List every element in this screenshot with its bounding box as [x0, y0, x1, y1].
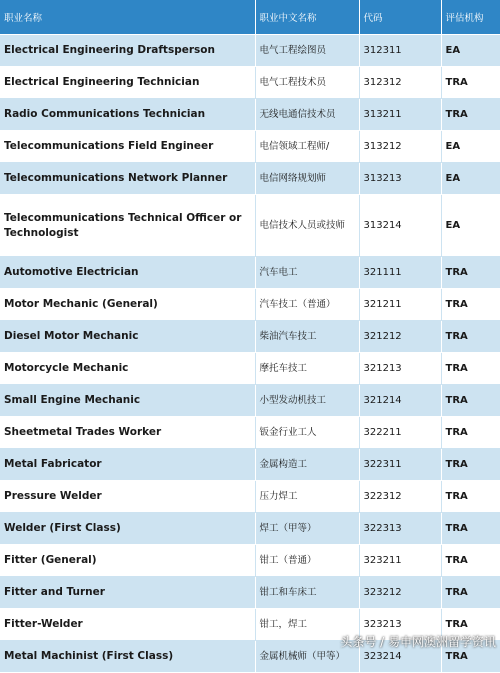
chinese-name-cell: 电气工程绘图员 — [255, 35, 359, 67]
code-cell: 312312 — [359, 67, 441, 99]
chinese-name-cell: 金属构造工 — [255, 449, 359, 481]
code-cell: 322211 — [359, 417, 441, 449]
code-cell: 313213 — [359, 163, 441, 195]
table-row — [0, 353, 500, 385]
header-occupation-name: 职业名称 — [0, 0, 255, 35]
table-row — [0, 289, 500, 321]
chinese-name-cell: 电信领域工程师/ — [255, 131, 359, 163]
table-row — [0, 545, 500, 577]
chinese-name-cell: 钳工和车床工 — [255, 577, 359, 609]
chinese-name-cell: 汽车技工（普通） — [255, 289, 359, 321]
occupation-name-cell: Diesel Motor Mechanic — [0, 321, 255, 353]
occupation-name-cell: Motorcycle Mechanic — [0, 353, 255, 385]
table-row — [0, 99, 500, 131]
table-row — [0, 321, 500, 353]
chinese-name-cell: 钳工（普通） — [255, 545, 359, 577]
code-cell: 321211 — [359, 289, 441, 321]
watermark-text: 头条号 / 易申网澳洲留学资讯 — [340, 635, 496, 649]
occupation-name-cell: Fitter-Welder — [0, 609, 255, 641]
code-cell: 313214 — [359, 195, 441, 257]
code-cell: 313211 — [359, 99, 441, 131]
code-cell: 323211 — [359, 545, 441, 577]
assessing-authority-cell: EA — [441, 35, 500, 67]
code-cell: 321111 — [359, 257, 441, 289]
chinese-name-cell: 汽车电工 — [255, 257, 359, 289]
occupation-name-cell: Welder (First Class) — [0, 513, 255, 545]
code-cell: 322311 — [359, 449, 441, 481]
chinese-name-cell: 柴油汽车技工 — [255, 321, 359, 353]
table-row — [0, 67, 500, 99]
chinese-name-cell: 压力焊工 — [255, 481, 359, 513]
assessing-authority-cell: EA — [441, 131, 500, 163]
table-row — [0, 385, 500, 417]
chinese-name-cell: 电信技术人员或技师 — [255, 195, 359, 257]
assessing-authority-cell: TRA — [441, 609, 500, 641]
occupation-name-cell: Metal Fabricator — [0, 449, 255, 481]
chinese-name-cell: 电信网络规划师 — [255, 163, 359, 195]
table-row — [0, 449, 500, 481]
table-row — [0, 131, 500, 163]
code-cell: 323212 — [359, 577, 441, 609]
header-chinese-name: 职业中文名称 — [255, 0, 359, 35]
assessing-authority-cell: TRA — [441, 353, 500, 385]
chinese-name-cell: 金属机械师（甲等） — [255, 641, 359, 673]
chinese-name-cell: 焊工（甲等） — [255, 513, 359, 545]
code-cell: 322312 — [359, 481, 441, 513]
occupation-name-cell: Telecommunications Network Planner — [0, 163, 255, 195]
assessing-authority-cell: TRA — [441, 513, 500, 545]
assessing-authority-cell: TRA — [441, 417, 500, 449]
occupation-name-cell: Fitter and Turner — [0, 577, 255, 609]
assessing-authority-cell: EA — [441, 195, 500, 257]
code-cell: 321213 — [359, 353, 441, 385]
table-row — [0, 163, 500, 195]
table-header-row — [0, 0, 500, 35]
chinese-name-cell: 钣金行业工人 — [255, 417, 359, 449]
table-row — [0, 35, 500, 67]
assessing-authority-cell: TRA — [441, 449, 500, 481]
occupation-name-cell: Pressure Welder — [0, 481, 255, 513]
assessing-authority-cell: TRA — [441, 385, 500, 417]
assessing-authority-cell: TRA — [441, 577, 500, 609]
occupation-name-cell: Small Engine Mechanic — [0, 385, 255, 417]
occupation-name-cell: Metal Machinist (First Class) — [0, 641, 255, 673]
table-row — [0, 481, 500, 513]
occupation-name-cell: Radio Communications Technician — [0, 99, 255, 131]
table-row — [0, 577, 500, 609]
chinese-name-cell: 摩托车技工 — [255, 353, 359, 385]
occupation-name-cell: Electrical Engineering Technician — [0, 67, 255, 99]
occupation-name-cell: Telecommunications Technical Officer or Technologist — [0, 195, 255, 257]
chinese-name-cell: 电气工程技术员 — [255, 67, 359, 99]
table-row — [0, 417, 500, 449]
occupation-name-cell: Motor Mechanic (General) — [0, 289, 255, 321]
chinese-name-cell: 小型发动机技工 — [255, 385, 359, 417]
assessing-authority-cell: TRA — [441, 67, 500, 99]
header-assessing-authority: 评估机构 — [441, 0, 500, 35]
table-row — [0, 195, 500, 257]
header-code: 代码 — [359, 0, 441, 35]
occupation-name-cell: Telecommunications Field Engineer — [0, 131, 255, 163]
occupation-name-cell: Automotive Electrician — [0, 257, 255, 289]
table-row — [0, 513, 500, 545]
code-cell: 323213 — [359, 609, 441, 641]
assessing-authority-cell: TRA — [441, 289, 500, 321]
chinese-name-cell: 无线电通信技术员 — [255, 99, 359, 131]
code-cell: 313212 — [359, 131, 441, 163]
code-cell: 323214 — [359, 641, 441, 673]
assessing-authority-cell: TRA — [441, 641, 500, 673]
assessing-authority-cell: TRA — [441, 321, 500, 353]
code-cell: 322313 — [359, 513, 441, 545]
assessing-authority-cell: TRA — [441, 481, 500, 513]
occupation-name-cell: Sheetmetal Trades Worker — [0, 417, 255, 449]
code-cell: 312311 — [359, 35, 441, 67]
occupation-name-cell: Electrical Engineering Draftsperson — [0, 35, 255, 67]
chinese-name-cell: 钳工，焊工 — [255, 609, 359, 641]
assessing-authority-cell: TRA — [441, 257, 500, 289]
occupation-name-cell: Fitter (General) — [0, 545, 255, 577]
code-cell: 321214 — [359, 385, 441, 417]
table-row — [0, 257, 500, 289]
code-cell: 321212 — [359, 321, 441, 353]
assessing-authority-cell: TRA — [441, 99, 500, 131]
assessing-authority-cell: EA — [441, 163, 500, 195]
assessing-authority-cell: TRA — [441, 545, 500, 577]
